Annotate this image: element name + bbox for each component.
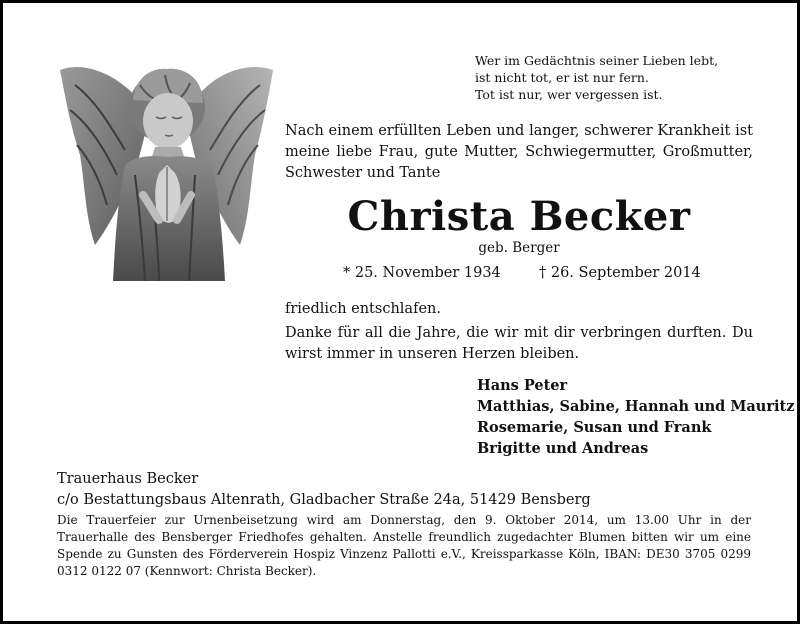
mourning-house-address [57,469,591,511]
praying-angel-icon [55,55,275,281]
mourning-house-name: Trauerhaus Becker [57,471,199,487]
mourning-house-address-line: c/o Bestattungsbaus Altenrath, Gladbacher Straße 24a, 51429 Bensberg [57,492,591,508]
quote-line: Tot ist nur, wer vergessen ist. [475,87,663,102]
birth-date: * 25. November 1934 [343,265,501,281]
family-line: Hans Peter [477,377,568,394]
death-date: † 26. September 2014 [539,265,701,281]
funeral-notice: Die Trauerfeier zur Urnenbeisetzung wird am Donnerstag, den 9. Oktober 2014, um 13.00 Uhr in der Trauerhalle des Bensberger Friedhofes gehalten. Anstelle freundlich zugedachter Blumen bitten wir um eine Spende zu Gunsten des Förderverein Hospiz Vinzenz Pallotti e.V., Kreissparkasse Köln, IBAN: DE30 3705 0299 0312 0122 07 (Kennwort: Christa Becker). [57,513,751,578]
family-line: Rosemarie, Susan und Frank [477,419,712,436]
family-line: Matthias, Sabine, Hannah und Mauritz [477,398,795,415]
intro-text: Nach einem erfüllten Leben und langer, schwerer Krankheit ist meine liebe Frau, gute Mutter, Schwiegermutter, Großmutter, Schwester und Tante [285,123,753,181]
memorial-quote [475,52,718,103]
passed-away-text: friedlich entschlafen. [285,301,441,317]
quote-line: ist nicht tot, er ist nur fern. [475,70,649,85]
maiden-name: geb. Berger [478,240,560,256]
thanks-text: Danke für all die Jahre, die wir mit dir verbringen durften. Du wirst immer in unseren Herzen bleiben. [285,325,753,362]
angel-statue-image [55,55,275,281]
quote-line: Wer im Gedächtnis seiner Lieben lebt, [475,53,719,68]
family-line: Brigitte und Andreas [477,440,649,457]
deceased-name: Christa Becker [347,193,691,240]
family-signatures [477,375,794,459]
